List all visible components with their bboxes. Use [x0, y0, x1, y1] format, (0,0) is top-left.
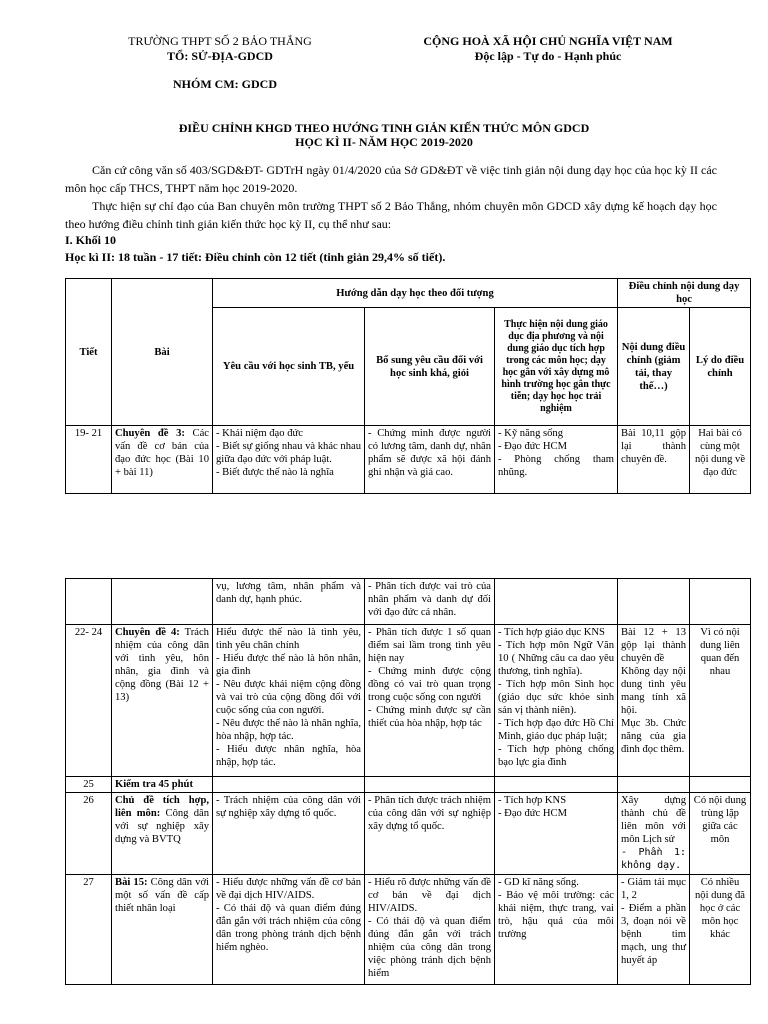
- header-noi-dung: Nội dung điều chỉnh (giảm tải, thay thế…): [618, 308, 690, 426]
- yeu-cau-line: vụ, lương tâm, nhân phẩm và danh dự, hạnh phúc.: [216, 581, 361, 605]
- tich-hop-line: - Bảo vệ môi trường: các khái niệm, thực trang, vai trò, hậu quả của môi trường: [498, 890, 614, 940]
- school-name: TRƯỜNG THPT SỐ 2 BẢO THẮNG: [128, 34, 312, 48]
- tich-hop-line: - Tích hợp môn Sinh học (giáo dục sức khỏe sinh sản vị thành niên).: [498, 679, 614, 716]
- lesson-desc: Các vấn đề cơ bản của đạo đức học (Bài 10 + bài 11): [115, 428, 209, 478]
- cell-bai: [112, 777, 213, 793]
- cell-ly-do: [690, 625, 751, 777]
- section-heading: I. Khối 10: [65, 233, 117, 247]
- header-dieu-chinh: Điều chỉnh nội dung dạy học: [618, 279, 751, 308]
- cell-noi-dung: [618, 793, 690, 875]
- tich-hop-line: - Tích hợp giáo dục KNS: [498, 627, 605, 638]
- cell-tich-hop: [495, 625, 618, 777]
- tich-hop-line: - Phòng chống tham nhũng.: [498, 454, 615, 478]
- table-body-part2: [66, 579, 751, 985]
- cell-tiet: 19- 21: [66, 426, 112, 494]
- cell-bo-sung: [365, 579, 495, 625]
- cell-tiet: 25: [66, 777, 112, 793]
- table-row: [66, 625, 751, 777]
- semester-note: Học kì II: 18 tuần - 17 tiết: Điều chỉnh còn 12 tiết (tinh giản 29,4% số tiết).: [65, 250, 446, 264]
- group-name: NHÓM CM: GDCD: [173, 77, 277, 91]
- cell-bo-sung: [365, 777, 495, 793]
- header-ly-do: Lý do điều chỉnh: [690, 308, 751, 426]
- department-name: TỔ: SỬ-ĐỊA-GDCD: [167, 49, 273, 63]
- motto: Độc lập - Tự do - Hạnh phúc: [474, 49, 622, 63]
- table-row: [66, 426, 751, 494]
- bo-sung-line: - Có thái độ và quan điểm đúng đắn gắn với trách nhiệm của công dân trong việc phòng tránh dịch bệnh hiểm: [368, 916, 491, 979]
- yeu-cau-line: - Biết sự giống nhau và khác nhau giữa đạo đức với pháp luật.: [216, 441, 361, 465]
- table-row: [66, 875, 751, 985]
- cell-tich-hop: [495, 579, 618, 625]
- yeu-cau-line: - Hiểu được thế nào là hôn nhân, gia đình: [216, 653, 361, 677]
- cell-tiet: 26: [66, 793, 112, 875]
- cell-bai: [112, 625, 213, 777]
- yeu-cau-line: - Nêu được khái niệm cộng đồng và vai trò của cộng đồng đối với cuộc sống của con người.: [216, 679, 361, 716]
- country-name: CỘNG HOÀ XÃ HỘI CHỦ NGHĨA VIỆT NAM: [423, 34, 673, 48]
- table-row: [66, 793, 751, 875]
- lesson-desc: Công dân với một số vấn đề cấp thiết nhân loại: [115, 877, 209, 914]
- cell-yeu-cau: [213, 875, 365, 985]
- cell-tiet: [66, 579, 112, 625]
- cell-ly-do: [690, 777, 751, 793]
- doc-subtitle: HỌC KÌ II- NĂM HỌC 2019-2020: [295, 135, 473, 149]
- lesson-title: Chuyên đề 3:: [115, 428, 185, 439]
- lesson-title: Chuyên đề 4:: [115, 627, 180, 638]
- bo-sung-line: - Chứng minh được người có lương tâm, danh dự, nhân phẩm sẽ được xã hội đánh ghi nhận và giá cao.: [368, 428, 491, 478]
- table-row: [66, 777, 751, 793]
- cell-noi-dung: [618, 426, 690, 494]
- tich-hop-line: - Tích hợp KNS: [498, 795, 567, 806]
- noi-dung-line: Mục 3b. Chức năng của gia đình đọc thêm.: [621, 718, 686, 755]
- header-huong-dan: Hướng dẫn dạy học theo đối tượng: [213, 279, 618, 308]
- bo-sung-line: - Chứng minh được cộng đồng có vai trò quan trọng trong cuộc sống con người: [368, 666, 491, 703]
- bo-sung-line: - Phân tích được trách nhiệm của công dân với sự nghiệp xây dựng tổ quốc.: [368, 795, 491, 832]
- ly-do-line: Vì có nội dung liên quan đến nhau: [700, 627, 740, 677]
- cell-noi-dung: [618, 777, 690, 793]
- cell-tiet: 27: [66, 875, 112, 985]
- noi-dung-note: - Phần 1: không dạy.: [621, 847, 686, 871]
- cell-ly-do: [690, 875, 751, 985]
- cell-bo-sung: [365, 426, 495, 494]
- cell-ly-do: [690, 579, 751, 625]
- tich-hop-line: - Đạo đức HCM: [498, 441, 567, 452]
- noi-dung-line: Xây dựng thành chủ đề liên môn với môn Lịch sử: [621, 795, 686, 845]
- header-tiet: Tiết: [66, 279, 112, 426]
- cell-bo-sung: [365, 793, 495, 875]
- bo-sung-line: - Phân tích được 1 số quan điểm sai lầm trong tình yêu hiện nay: [368, 627, 491, 664]
- noi-dung-line: Không dạy nội dung tình yêu mang tính xã hội.: [621, 666, 686, 716]
- yeu-cau-line: - Khái niệm đạo đức: [216, 428, 303, 439]
- cell-tich-hop: [495, 793, 618, 875]
- cell-yeu-cau: [213, 793, 365, 875]
- cell-bai: [112, 793, 213, 875]
- plan-table-part1: [65, 278, 751, 494]
- cell-noi-dung: [618, 579, 690, 625]
- table-row: [66, 579, 751, 625]
- cell-yeu-cau: [213, 625, 365, 777]
- tich-hop-line: - Tích hợp phòng chống bạo lực gia đình: [498, 744, 614, 768]
- cell-ly-do: [690, 426, 751, 494]
- ly-do-line: Có nhiều nội dung đã học ở các môn học khác: [694, 877, 746, 940]
- lesson-title: Chủ đề tích hợp, liên môn:: [115, 795, 209, 819]
- cell-tich-hop: [495, 777, 618, 793]
- cell-tich-hop: [495, 426, 618, 494]
- doc-title: ĐIỀU CHỈNH KHGD THEO HƯỚNG TINH GIẢN KIẾN THỨC MÔN GDCD: [178, 121, 590, 135]
- tich-hop-line: - Đạo đức HCM: [498, 808, 567, 819]
- cell-bo-sung: [365, 875, 495, 985]
- cell-noi-dung: [618, 875, 690, 985]
- header-yeu-cau: Yêu cầu với học sinh TB, yếu: [213, 308, 365, 426]
- cell-bo-sung: [365, 625, 495, 777]
- yeu-cau-line: - Nêu được thế nào là nhân nghĩa, hòa nhập, hợp tác.: [216, 718, 361, 742]
- tich-hop-line: - Tích hợp môn Ngữ Văn 10 ( Những câu ca dao yêu thương, tình nghĩa).: [498, 640, 614, 677]
- school-header: [100, 34, 340, 64]
- yeu-cau-line: - Biết được thế nào là nghĩa: [216, 467, 334, 478]
- noi-dung-line: Bài 10,11 gộp lại thành chuyên đề.: [621, 428, 687, 465]
- intro-paragraph-1: Căn cứ công văn số 403/SGD&ĐT- GDTrH ngày 01/4/2020 của Sở GD&ĐT về việc tinh giản nội dung dạy học của học kỳ II các môn học cấp THCS, THPT năm học 2019-2020.: [65, 163, 717, 195]
- cell-tich-hop: [495, 875, 618, 985]
- cell-noi-dung: [618, 625, 690, 777]
- cell-tiet: 22- 24: [66, 625, 112, 777]
- cell-yeu-cau: [213, 777, 365, 793]
- national-header: [400, 34, 696, 64]
- ly-do-line: Có nội dung trùng lặp giữa các môn: [693, 795, 747, 845]
- cell-bai: [112, 579, 213, 625]
- header-bo-sung: Bổ sung yêu cầu đối với học sinh khá, giỏi: [365, 308, 495, 426]
- noi-dung-line: Bài 12 + 13 gộp lại thành chuyên đề: [621, 627, 686, 664]
- lesson-title: Kiểm tra 45 phút: [115, 779, 193, 790]
- bo-sung-line: - Phân tích được vai trò của nhân phẩm và danh dự đối với đạo đức cá nhân.: [368, 581, 491, 618]
- yeu-cau-line: - Hiểu được những vấn đề cơ bản về đại dịch HIV/AIDS.: [216, 877, 361, 901]
- bo-sung-line: - Chứng minh được sự cần thiết của hòa nhập, hợp tác: [368, 705, 491, 729]
- table-body-part1: [66, 426, 751, 494]
- plan-table-part2: [65, 578, 751, 985]
- lesson-title: Bài 15:: [115, 877, 148, 888]
- noi-dung-line: - Điểm a phần 3, đoạn nói về bệnh tim mạch, ung thư huyết áp: [621, 903, 686, 966]
- cell-ly-do: [690, 793, 751, 875]
- tich-hop-line: - Tích hợp đạo đức Hồ Chí Minh, giáo dục pháp luật;: [498, 718, 614, 742]
- ly-do-line: Hai bài có cùng một nội dung về đạo đức: [695, 428, 746, 478]
- tich-hop-line: - Kỹ năng sống: [498, 428, 564, 439]
- cell-yeu-cau: [213, 426, 365, 494]
- yeu-cau-line: - Trách nhiệm của công dân với sự nghiệp xây dựng tổ quốc.: [216, 795, 361, 819]
- noi-dung-line: - Giảm tải mục 1, 2: [621, 877, 686, 901]
- yeu-cau-line: - Có thái độ và quan điểm đúng đắn gắn với trách nhiệm của công dân trong phòng tránh dịch bệnh hiểm nghèo.: [216, 903, 361, 953]
- intro-paragraph-2: Thực hiện sự chỉ đạo của Ban chuyên môn trường THPT số 2 Bảo Thắng, nhóm chuyên môn GDCD xây dựng kế hoạch dạy học theo hướng điều chỉnh tinh giản kiến thức học kỳ II, cụ thể như sau:: [65, 199, 717, 231]
- yeu-cau-line: - Hiểu được nhân nghĩa, hòa nhập, hợp tác.: [216, 744, 361, 768]
- yeu-cau-line: Hiểu được thế nào là tình yêu, tình yêu chân chính: [216, 627, 361, 651]
- cell-yeu-cau: [213, 579, 365, 625]
- header-tich-hop: Thực hiện nội dung giáo dục địa phương và nội dung giáo dục tích hợp trong các môn học; dạy học gắn với xây dựng mô hình trường học gắn thực tiễn; dạy học học trải nghiệm: [495, 308, 618, 426]
- cell-bai: [112, 426, 213, 494]
- tich-hop-line: - GD kĩ năng sống.: [498, 877, 579, 888]
- bo-sung-line: - Hiểu rõ được những vấn đề cơ bản về đại dịch HIV/AIDS.: [368, 877, 491, 914]
- header-bai: Bài: [112, 279, 213, 426]
- cell-bai: [112, 875, 213, 985]
- lesson-desc: Trách nhiệm của công dân với tình yêu, hôn nhân, gia đình và cộng đồng (Bài 12 + 13): [115, 627, 209, 703]
- lesson-desc: Công dân với sự nghiệp xây dựng và BVTQ: [115, 808, 210, 845]
